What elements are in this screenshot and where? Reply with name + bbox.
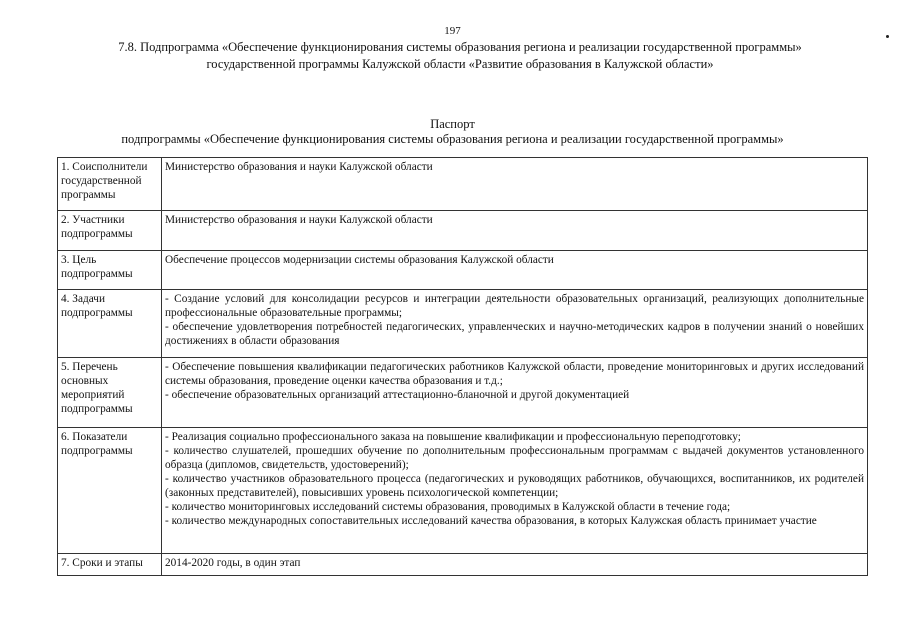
table-row [58,251,868,290]
page-number: 197 [444,25,461,37]
section-title [40,39,880,73]
row-value [162,251,868,290]
value-line: - обеспечение образовательных организаций аттестационно-бланочной и другой документацией [165,389,630,401]
value-line: 2014-2020 годы, в один этап [165,557,301,569]
scan-speck [886,35,889,38]
value-line: - количество международных сопоставительных исследований качества образования, в которых Калужская область принимает участие [165,515,817,527]
section-title-line-1: 7.8. Подпрограмма «Обеспечение функционирования системы образования региона и реализации государственной программы» [118,40,802,54]
row-label: 1. Соисполнители государственной программы [58,158,162,211]
table-row [58,554,868,576]
table-row [58,158,868,211]
value-line: - Реализация социально профессионального заказа на повышение квалификации и профессиональную переподготовку; [165,431,741,443]
passport-subheading: подпрограммы «Обеспечение функционирования системы образования региона и реализации государственной программы» [121,132,784,146]
value-line: Министерство образования и науки Калужской области [165,161,433,173]
row-label: 6. Показатели подпрограммы [58,428,162,554]
value-line: Министерство образования и науки Калужской области [165,214,433,226]
table-row [58,428,868,554]
table-row [58,211,868,251]
row-value [162,158,868,211]
row-value [162,211,868,251]
value-line: - количество участников образовательного процесса (педагогических и руководящих работников, обучающихся, воспитанников, их родителей (законных представителей), повысивших уровень психологической компетенции; [165,473,864,499]
row-label: 3. Цель подпрограммы [58,251,162,290]
row-value [162,428,868,554]
row-value [162,290,868,358]
value-line: - Создание условий для консолидации ресурсов и интеграции деятельности образовательных организаций, реализующих дополнительные профессиональные образовательные программы; [165,293,864,319]
row-value [162,554,868,576]
section-title-line-2: государственной программы Калужской области «Развитие образования в Калужской области» [206,57,714,71]
value-line: - обеспечение удовлетворения потребностей педагогических, управленческих и научно-методических кадров в получении знаний о новейших достижениях в области образования [165,321,864,347]
passport-heading: Паспорт [430,117,475,131]
table-row [58,358,868,428]
row-value [162,358,868,428]
value-line: - количество слушателей, прошедших обучение по дополнительным профессиональным программам с выдачей документов установленного образца (дипломов, свидетельств, удостоверений); [165,445,864,471]
table-row [58,290,868,358]
row-label: 2. Участники подпрограммы [58,211,162,251]
row-label: 4. Задачи подпрограммы [58,290,162,358]
value-line: Обеспечение процессов модернизации системы образования Калужской области [165,254,554,266]
value-line: - количество мониторинговых исследований системы образования, проводимых в Калужской области в течение года; [165,501,731,513]
row-label: 7. Сроки и этапы [58,554,162,576]
value-line: - Обеспечение повышения квалификации педагогических работников Калужской области, проведение мониторинговых и других исследований системы образования, проведение оценки качества образования и т.д.; [165,361,864,387]
passport-table [57,157,868,576]
row-label: 5. Перечень основных мероприятий подпрограммы [58,358,162,428]
